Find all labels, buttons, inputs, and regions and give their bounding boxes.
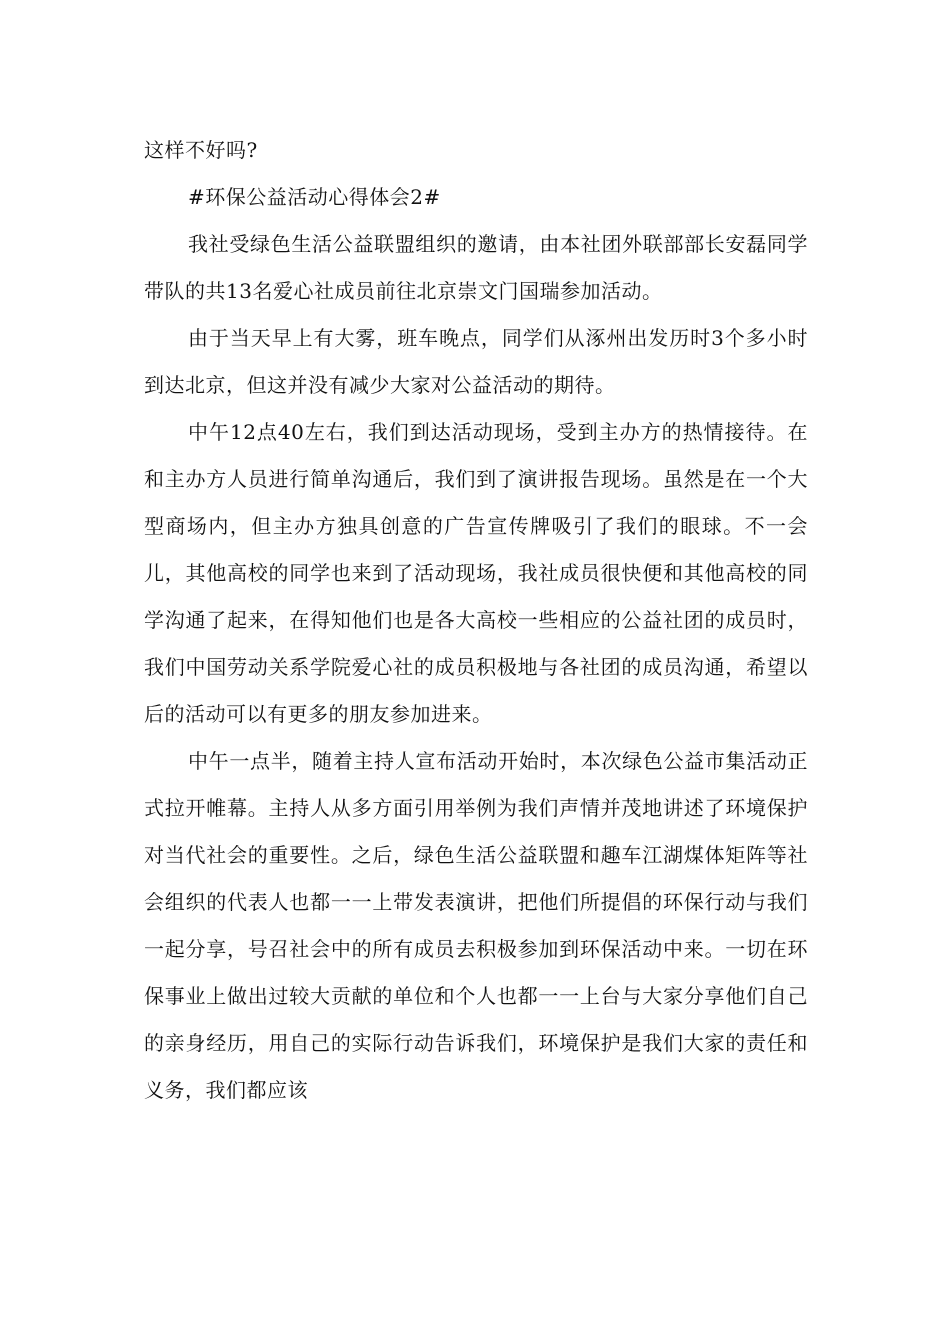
paragraph-arrival: 中午12点40左右，我们到达活动现场，受到主办方的热情接待。在和主办方人员进行简单沟通后，我们到了演讲报告现场。虽然是在一个大型商场内，但主办方独具创意的广告宣传牌吸引了我们的眼球。不一会儿，其他高校的同学也来到了活动现场，我社成员很快便和其他高校的同学沟通了起来，在得知他们也是各大高校一些相应的公益社团的成员时，我们中国劳动关系学院爱心社的成员积极地与各社团的成员沟通，希望以后的活动可以有更多的朋友参加进来。 (144, 420, 808, 726)
paragraph-travel: 由于当天早上有大雾，班车晚点，同学们从涿州出发历时3个多小时到达北京，但这并没有减少大家对公益活动的期待。 (144, 326, 808, 397)
paragraph-closing-question: 这样不好吗? (144, 138, 258, 162)
document-body (144, 127, 808, 1114)
paragraph-invitation: 我社受绿色生活公益联盟组织的邀请，由本社团外联部部长安磊同学带队的共13名爱心社成员前往北京崇文门国瑞参加活动。 (144, 232, 808, 303)
paragraph-event-start: 中午一点半，随着主持人宣布活动开始时，本次绿色公益市集活动正式拉开帷幕。主持人从多方面引用举例为我们声情并茂地讲述了环境保护对当代社会的重要性。之后，绿色生活公益联盟和趣车江湖煤体矩阵等社会组织的代表人也都一一上带发表演讲，把他们所提倡的环保行动与我们一起分享，号召社会中的所有成员去积极参加到环保活动中来。一切在环保事业上做出过较大贡献的单位和个人也都一一上台与大家分享他们自己的亲身经历，用自己的实际行动告诉我们，环境保护是我们大家的责任和义务，我们都应该 (144, 749, 808, 1102)
section-heading: #环保公益活动心得体会2# (188, 185, 441, 209)
